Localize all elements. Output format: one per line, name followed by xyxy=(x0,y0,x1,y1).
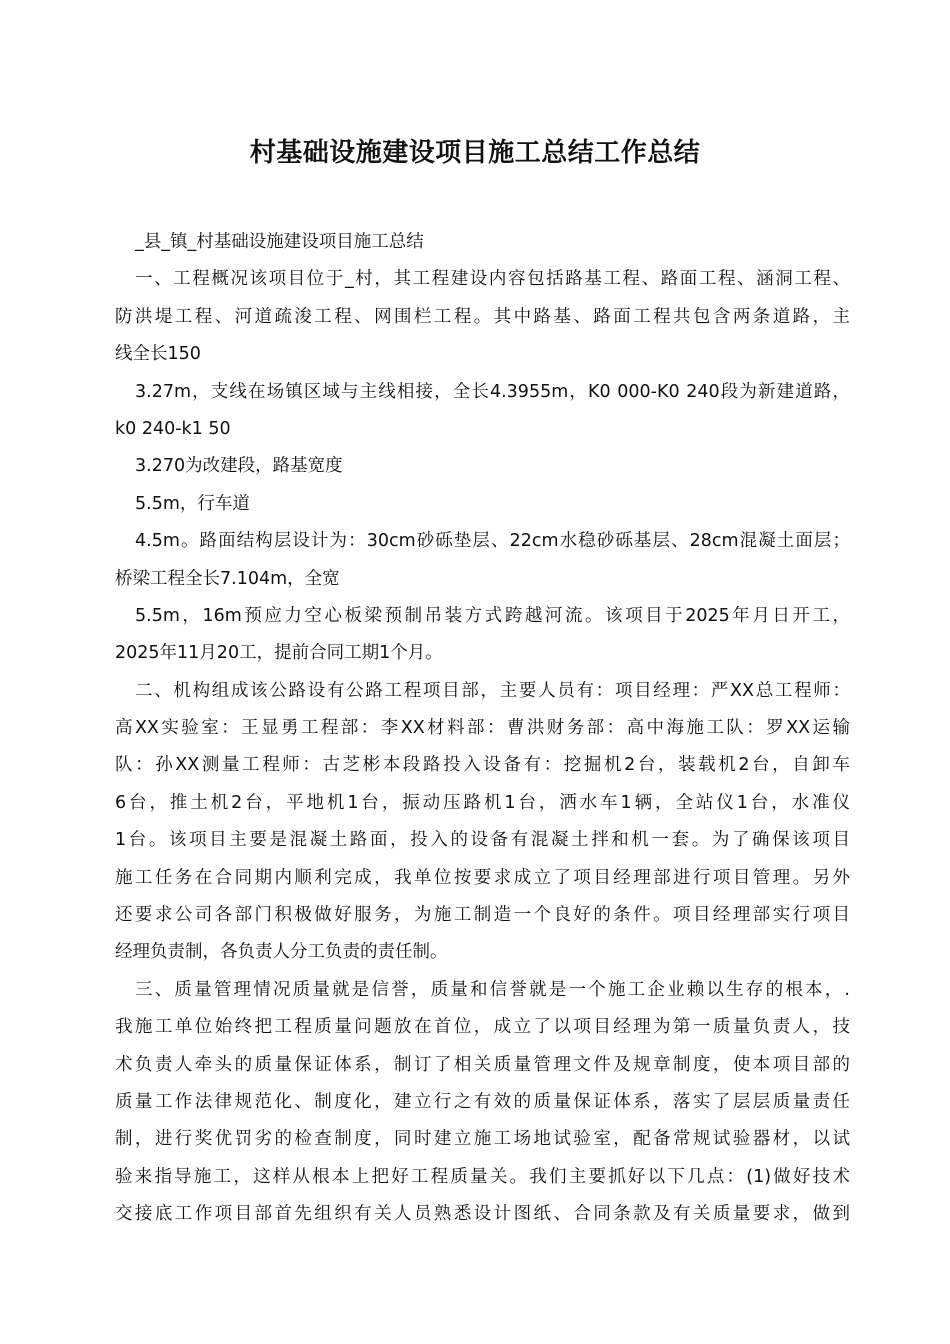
text-line: 2025年11月20工，提前合同工期1个月。 xyxy=(115,643,443,664)
text-line: 5.5m，行车道 xyxy=(135,493,250,514)
text-line: 制，进行奖优罚劣的检查制度，同时建立施工场地试验室，配备常规试验器材，以试 xyxy=(115,1129,850,1150)
text-line: 一、工程概况该项目位于_村，其工程建设内容包括路基工程、路面工程、涵洞工程、 xyxy=(135,269,850,290)
text-line: 3.270为改建段，路基宽度 xyxy=(135,456,343,477)
text-line: 3.27m，支线在场镇区域与主线相接，全长4.3955m，K0 000-K0 240段为新建道路， xyxy=(135,381,850,402)
text-line: 4.5m。路面结构层设计为：30cm砂砾垫层、22cm水稳砂砾基层、28cm混凝土面层； xyxy=(135,531,850,552)
document-body xyxy=(115,224,850,1234)
text-line: _县_镇_村基础设施建设项目施工总结 xyxy=(135,232,424,252)
text-line: 质量工作法律规范化、制度化，建立行之有效的质量保证体系，落实了层层质量责任 xyxy=(115,1091,850,1112)
text-line: 还要求公司各部门积极做好服务，为施工制造一个良好的条件。项目经理部实行项目 xyxy=(115,905,850,926)
text-line: 二、机构组成该公路设有公路工程项目部，主要人员有：项目经理：严XX总工程师： xyxy=(135,680,850,701)
text-line: 6台，推土机2台，平地机1台，振动压路机1台，洒水车1辆，全站仪1台，水准仪 xyxy=(115,792,850,813)
text-line: 经理负责制，各负责人分工负责的责任制。 xyxy=(115,942,448,963)
text-line: 桥梁工程全长7.104m，全宽 xyxy=(115,568,340,589)
text-line: 交接底工作项目部首先组织有关人员熟悉设计图纸、合同条款及有关质量要求，做到 xyxy=(115,1204,850,1225)
text-line: 队：孙XX测量工程师：古芝彬本段路投入设备有：挖掘机2台，装载机2台，自卸车 xyxy=(115,755,850,776)
text-line: 5.5m，16m预应力空心板梁预制吊装方式跨越河流。该项目于2025年月日开工， xyxy=(135,605,850,626)
text-line: k0 240-k1 50 xyxy=(115,418,231,439)
text-line: 线全长150 xyxy=(115,344,201,365)
text-line: 三、质量管理情况质量就是信誉，质量和信誉就是一个施工企业赖以生存的根本，. xyxy=(135,979,850,1000)
document-title: 村基础设施建设项目施工总结工作总结 xyxy=(249,138,701,168)
text-line: 1台。该项目主要是混凝土路面，投入的设备有混凝土拌和机一套。为了确保该项目 xyxy=(115,830,850,851)
text-line: 高XX实验室：王显勇工程部：李XX材料部：曹洪财务部：高中海施工队：罗XX运输 xyxy=(115,718,850,739)
text-line: 术负责人牵头的质量保证体系，制订了相关质量管理文件及规章制度，使本项目部的 xyxy=(115,1054,850,1075)
text-line: 验来指导施工，这样从根本上把好工程质量关。我们主要抓好以下几点：(1)做好技术 xyxy=(115,1166,850,1187)
text-line: 我施工单位始终把工程质量问题放在首位，成立了以项目经理为第一质量负责人，技 xyxy=(115,1017,850,1038)
text-line: 防洪堤工程、河道疏浚工程、网围栏工程。其中路基、路面工程共包含两条道路，主 xyxy=(115,306,850,327)
text-line: 施工任务在合同期内顺利完成，我单位按要求成立了项目经理部进行项目管理。另外 xyxy=(115,867,850,888)
